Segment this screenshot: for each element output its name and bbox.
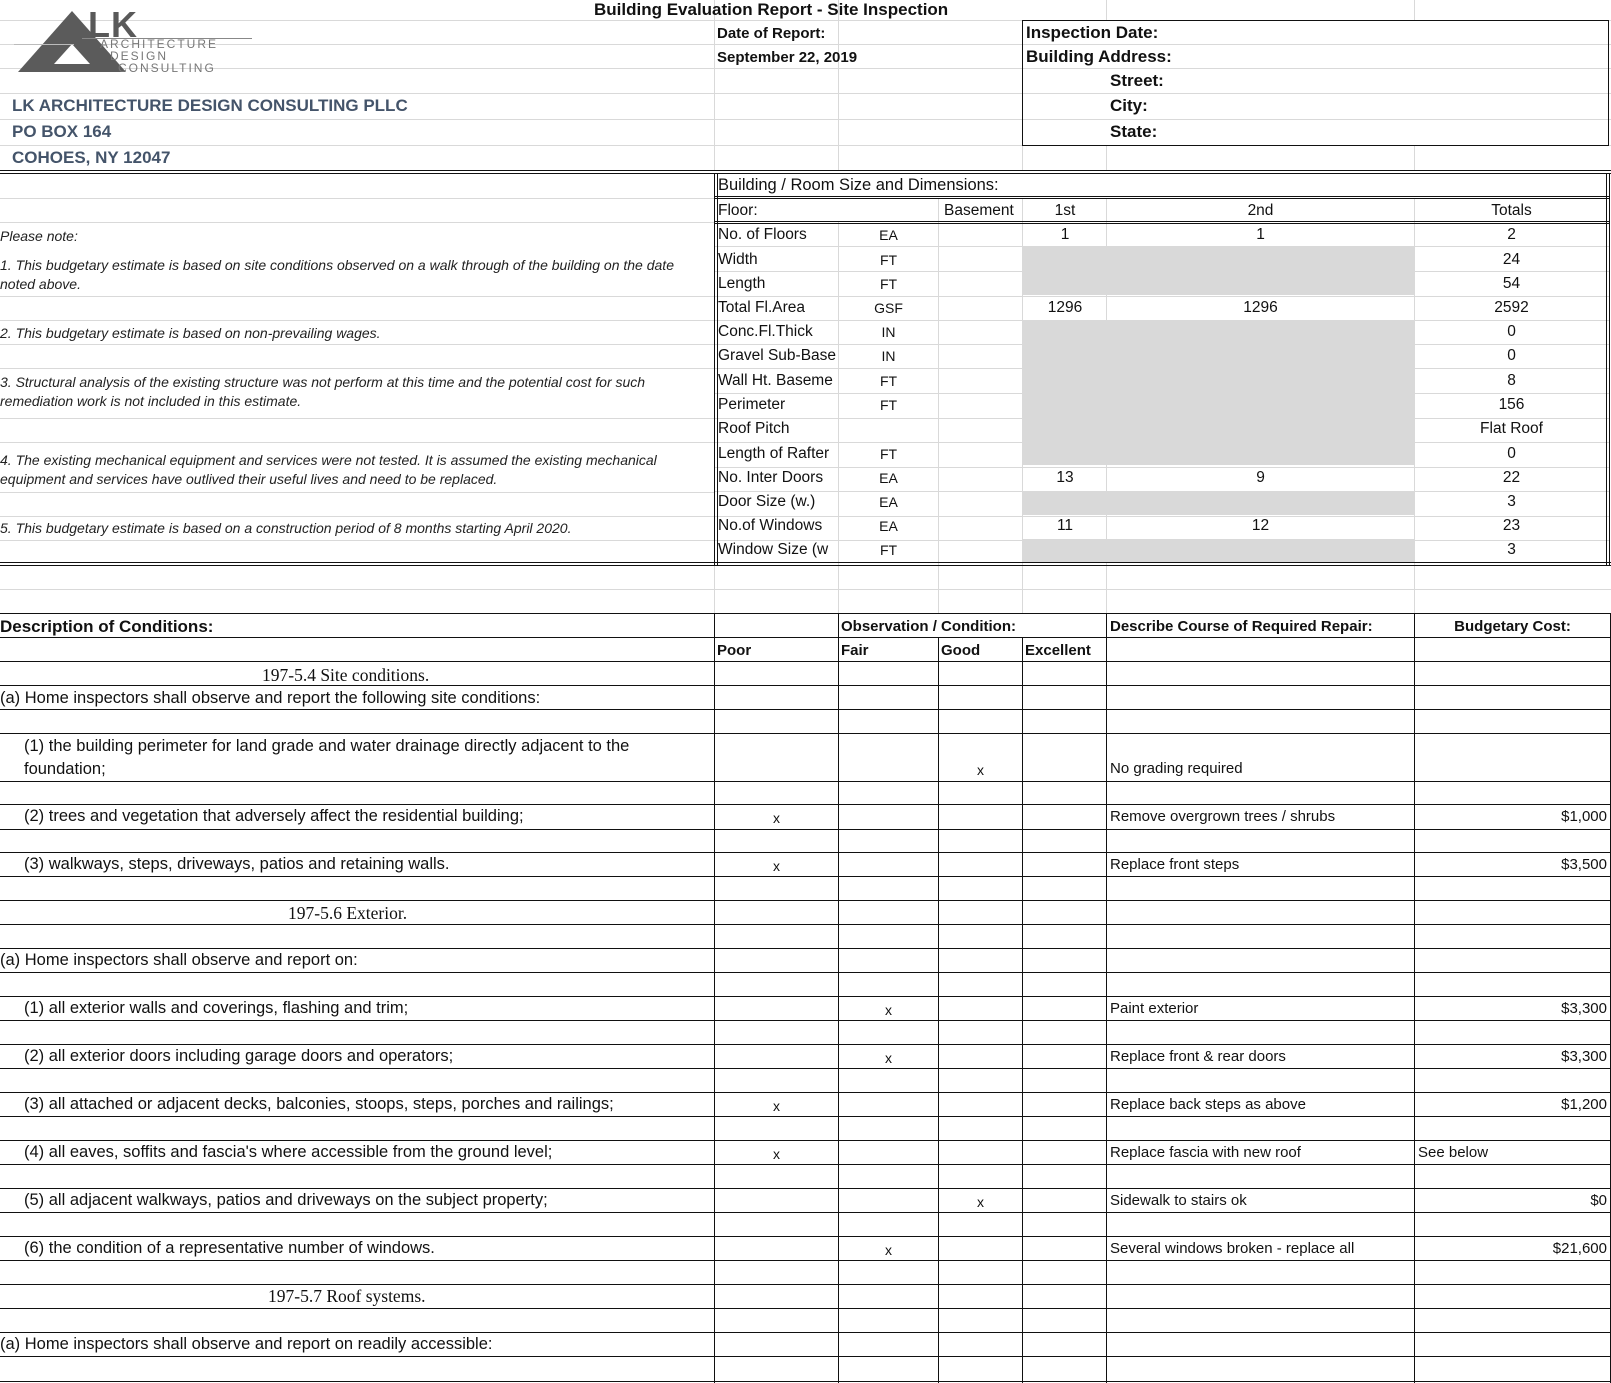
exterior-item-2-mark-fair: x [885, 1050, 892, 1066]
city-label: City: [1110, 96, 1148, 115]
exterior-item-4-repair: Replace fascia with new roof [1110, 1144, 1301, 1161]
exterior-item-5-repair: Sidewalk to stairs ok [1110, 1192, 1247, 1209]
dim-row-1st: 11 [1056, 517, 1074, 534]
dim-row-2nd: 12 [1251, 517, 1270, 534]
dim-row-2nd: 9 [1256, 469, 1265, 486]
exterior-item-4: (4) all eaves, soffits and fascia's where accessible from the ground level; [24, 1143, 553, 1161]
dim-row-unit: EA [879, 470, 898, 486]
dim-row-2nd: 1296 [1243, 299, 1278, 316]
dim-row-label: No. Inter Doors [718, 469, 824, 486]
exterior-item-4-cost: See below [1418, 1144, 1489, 1161]
dim-row-label: Gravel Sub-Base [718, 347, 836, 364]
date-of-report-label: Date of Report: [717, 25, 826, 42]
exterior-item-2-cost: $3,300 [1561, 1048, 1607, 1065]
note-4-line-1: 4. The existing mechanical equipment and services were not tested. It is assumed the existing mechanical [0, 452, 657, 468]
exterior-item-3: (3) all attached or adjacent decks, balconies, stoops, steps, porches and railings; [24, 1095, 614, 1113]
dim-row-label: Window Size (w [718, 541, 829, 558]
note-1-line-1: 1. This budgetary estimate is based on site conditions observed on a walk through of the building on the date [0, 257, 674, 273]
company-logo [14, 6, 254, 76]
site-item-2-repair: Remove overgrown trees / shrubs [1110, 808, 1336, 825]
notes-heading: Please note: [0, 228, 78, 244]
site-item-2-cost: $1,000 [1561, 808, 1607, 825]
dim-row-total: 24 [1502, 251, 1521, 268]
dim-row-unit: EA [879, 494, 898, 510]
dim-row-unit: EA [879, 227, 898, 243]
site-item-3: (3) walkways, steps, driveways, patios and retaining walls. [24, 855, 450, 873]
dim-row-unit: FT [879, 542, 898, 558]
exterior-item-5-cost: $0 [1590, 1192, 1607, 1209]
site-item-2: (2) trees and vegetation that adversely affect the residential building; [24, 807, 524, 825]
col-totals: Totals [1491, 202, 1532, 219]
dim-row-total: 8 [1507, 372, 1516, 389]
repair-heading: Describe Course of Required Repair: [1110, 618, 1373, 635]
dim-row-total: 0 [1507, 323, 1516, 340]
dim-row-total: 54 [1502, 275, 1521, 292]
dim-row-label: Length [718, 275, 766, 292]
exterior-item-3-repair: Replace back steps as above [1110, 1096, 1306, 1113]
exterior-item-3-mark-poor: x [773, 1098, 780, 1114]
note-1-line-2: noted above. [0, 276, 81, 292]
dim-row-total: Flat Roof [1480, 420, 1543, 437]
site-item-3-repair: Replace front steps [1110, 856, 1240, 873]
site-item-1-mark-good: x [977, 762, 984, 778]
dim-row-unit: IN [881, 324, 896, 340]
site-item-1-line-2: foundation; [24, 760, 106, 778]
site-section-heading: 197-5.4 Site conditions. [262, 665, 430, 685]
exterior-item-5-mark-good: x [977, 1194, 984, 1210]
note-4-line-2: equipment and services have outlived their useful lives and need to be replaced. [0, 471, 498, 487]
dim-row-label: Width [718, 251, 758, 268]
dim-row-unit: EA [879, 518, 898, 534]
exterior-item-1-mark-fair: x [885, 1002, 892, 1018]
dim-row-total: 3 [1507, 541, 1516, 558]
company-po-box: PO BOX 164 [12, 122, 112, 141]
exterior-item-6-cost: $21,600 [1552, 1240, 1607, 1257]
cost-heading: Budgetary Cost: [1454, 618, 1571, 635]
exterior-item-1: (1) all exterior walls and coverings, flashing and trim; [24, 999, 409, 1017]
dim-row-total: 0 [1507, 347, 1516, 364]
dim-row-unit: GSF [874, 300, 903, 316]
dim-row-label: Length of Rafter [718, 445, 830, 462]
col-fair: Fair [841, 642, 869, 659]
dim-row-unit: FT [879, 252, 898, 268]
dim-row-total: 2 [1507, 226, 1516, 243]
exterior-item-1-cost: $3,300 [1561, 1000, 1607, 1017]
conditions-heading: Description of Conditions: [0, 617, 214, 636]
note-3-line-1: 3. Structural analysis of the existing structure was not perform at this time and the potential cost for such [0, 374, 646, 390]
site-item-1-repair: No grading required [1110, 760, 1243, 777]
dim-row-label: Wall Ht. Baseme [718, 372, 833, 389]
dim-row-total: 23 [1502, 517, 1521, 534]
dim-row-total: 0 [1507, 445, 1516, 462]
site-item-1-line-1: (1) the building perimeter for land grade and water drainage directly adjacent to the [24, 737, 630, 755]
site-item-2-mark-poor: x [773, 810, 780, 826]
logo-letters: LK [88, 4, 138, 45]
exterior-item-3-cost: $1,200 [1561, 1096, 1607, 1113]
dim-row-1st: 13 [1056, 469, 1074, 486]
dim-row-label: Door Size (w.) [718, 493, 816, 510]
logo-line-3: CONSULTING [118, 61, 216, 75]
col-excellent: Excellent [1025, 642, 1091, 659]
dim-row-1st: 1 [1060, 226, 1070, 243]
exterior-item-6-mark-fair: x [885, 1242, 892, 1258]
dim-row-total: 2592 [1494, 299, 1529, 316]
company-name: LK ARCHITECTURE DESIGN CONSULTING PLLC [12, 96, 408, 115]
note-3-line-2: remediation work is not included in this estimate. [0, 393, 302, 409]
site-item-3-cost: $3,500 [1561, 856, 1607, 873]
col-1st: 1st [1054, 202, 1076, 219]
floor-label: Floor: [718, 202, 758, 219]
exterior-item-2: (2) all exterior doors including garage doors and operators; [24, 1047, 454, 1065]
site-item-3-mark-poor: x [773, 858, 780, 874]
inspection-date-label: Inspection Date: [1026, 23, 1159, 42]
logo-line-1: ARCHITECTURE [100, 37, 219, 51]
observation-heading: Observation / Condition: [841, 618, 1016, 635]
dim-row-label: Roof Pitch [718, 420, 790, 437]
dim-row-1st: 1296 [1047, 299, 1083, 316]
dim-row-total: 156 [1498, 396, 1525, 413]
dim-row-label: No. of Floors [718, 226, 807, 243]
dim-row-unit: FT [879, 397, 898, 413]
exterior-section-heading: 197-5.6 Exterior. [288, 903, 408, 923]
dimensions-title: Building / Room Size and Dimensions: [718, 176, 999, 194]
dim-row-label: Perimeter [718, 396, 786, 413]
roof-intro: (a) Home inspectors shall observe and report on readily accessible: [0, 1335, 493, 1353]
company-city: COHOES, NY 12047 [12, 148, 171, 167]
state-label: State: [1110, 122, 1158, 141]
col-poor: Poor [717, 642, 752, 659]
logo-line-2: DESIGN [110, 49, 169, 63]
exterior-item-4-mark-poor: x [773, 1146, 780, 1162]
dim-row-unit: FT [879, 276, 898, 292]
report-title: Building Evaluation Report - Site Inspection [594, 0, 949, 19]
col-basement: Basement [944, 202, 1014, 219]
exterior-item-5: (5) all adjacent walkways, patios and driveways on the subject property; [24, 1191, 548, 1209]
date-of-report-value: September 22, 2019 [717, 49, 858, 66]
exterior-intro: (a) Home inspectors shall observe and report on: [0, 951, 358, 969]
note-5: 5. This budgetary estimate is based on a construction period of 8 months starting April 2020. [0, 520, 572, 536]
dim-row-unit: IN [881, 348, 896, 364]
dim-row-2nd: 1 [1256, 226, 1265, 243]
exterior-item-1-repair: Paint exterior [1110, 1000, 1199, 1017]
roof-section-heading: 197-5.7 Roof systems. [268, 1286, 426, 1306]
dim-row-label: Conc.Fl.Thick [718, 323, 813, 340]
col-good: Good [941, 642, 981, 659]
exterior-item-6: (6) the condition of a representative number of windows. [24, 1239, 435, 1257]
dim-row-total: 22 [1502, 469, 1521, 486]
dim-row-label: No.of Windows [718, 517, 823, 534]
exterior-item-6-repair: Several windows broken - replace all [1110, 1240, 1355, 1257]
exterior-item-2-repair: Replace front & rear doors [1110, 1048, 1286, 1065]
note-2: 2. This budgetary estimate is based on non-prevailing wages. [0, 325, 381, 341]
dim-row-label: Total Fl.Area [718, 299, 806, 316]
street-label: Street: [1110, 71, 1164, 90]
dim-row-unit: FT [879, 373, 898, 389]
col-2nd: 2nd [1247, 202, 1274, 219]
site-intro: (a) Home inspectors shall observe and report the following site conditions: [0, 689, 541, 707]
dim-row-unit: FT [879, 446, 898, 462]
building-address-label: Building Address: [1026, 47, 1172, 66]
dim-row-total: 3 [1507, 493, 1516, 510]
